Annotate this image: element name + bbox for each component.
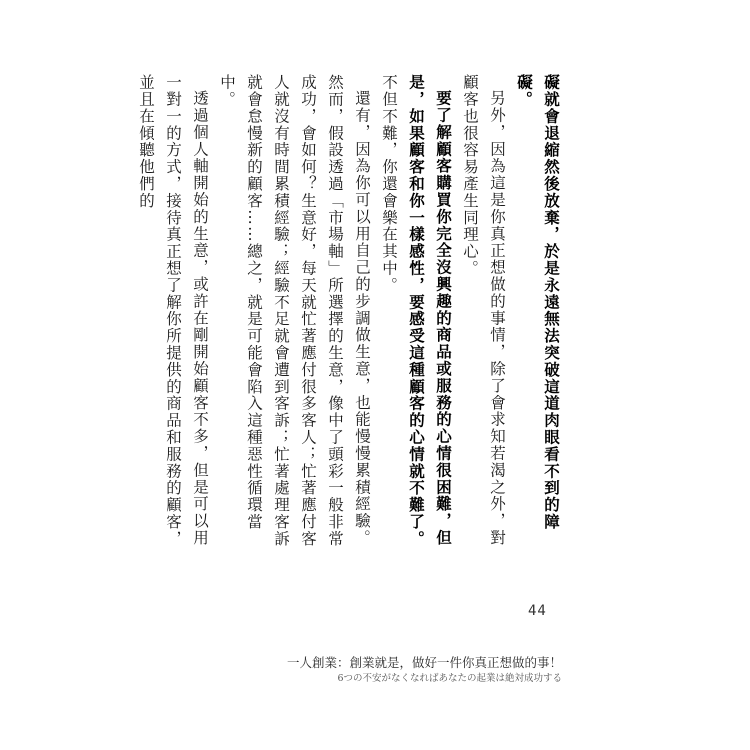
paragraph-5: 然而，假設透過「市場軸」所選擇的生意，像中了頭彩一般非常成功，會如何？生意好，每天就忙著應付很多客人；忙著應付客人就沒有時間累積經驗；經驗不足就會遭到客訴；忙著處理客訴就會怠慢新的顧客……總之，就是可能會陷入這種惡性循環當中。 (218, 74, 344, 548)
paragraph-3-rest: 不但不難，你還會樂在其中。 (380, 74, 398, 294)
running-footer-subtitle: 6つの不安がなくなればあなたの起業は絶対成功する (337, 673, 562, 684)
running-footer-title: 一人創業：創業就是，做好一件你真正想做的事！ (286, 655, 562, 670)
paragraph-3-emphasis: 要了解顧客購買你完全沒興趣的商品或服務的心情很困難，但是，如果顧客和你一樣感性，要感受這種顧客的心情就不難了。 (407, 74, 452, 548)
paragraph-6: 透過個人軸開始的生意，或許在剛開始顧客不多，但是可以用一對一的方式，接待真正想了解你所提供的商品和服務的顧客，並且在傾聽他們的 (137, 74, 209, 548)
paragraph-4: 還有，因為你可以用自己的步調做生意，也能慢慢累積經驗。 (353, 89, 371, 546)
paragraph-3 (375, 74, 456, 554)
paragraph-1: 礙就會退縮然後放棄，於是永遠無法突破這道肉眼看不到的障礙。 (515, 74, 560, 531)
paragraph-2: 另外，因為這是你真正想做的事情，除了會求知若渴之外，對顧客也很容易產生同理心。 (461, 74, 506, 546)
vertical-text-body (132, 74, 564, 554)
page-number: 44 (528, 603, 547, 619)
